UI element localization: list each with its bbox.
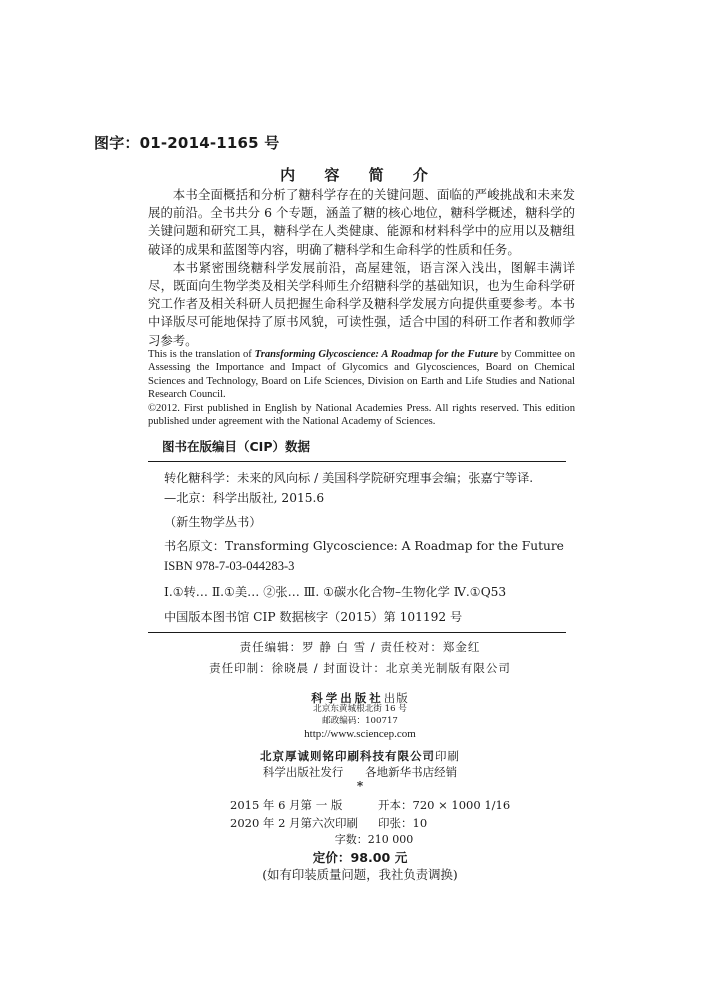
summary-paragraph-2: 本书紧密围绕糖科学发展前沿，高屋建瓴，语言深入浅出，图解丰满详尽，既面向生物学类及相关学科师生介绍糖科学的基础知识，也为生命科学研究工作者及相关科研人员把握生命科学及糖科学发展方向提供重要参考。本书中译版尽可能地保持了原书风貌，可读性强，适合中国的科研工作者和教师学习参考。 <box>148 259 575 348</box>
cip-original-title: 书名原文：Transforming Glycoscience: A Roadmap for the Future <box>164 539 564 553</box>
cip-bottom-rule <box>148 632 566 633</box>
specs-row-1 <box>230 797 511 813</box>
cip-title-line: 转化糖科学：未来的风向标 / 美国科学院研究理事会编；张嘉宁等译. <box>164 471 534 485</box>
printer-name: 北京厚诚则铭印刷科技有限公司 <box>260 749 435 763</box>
staff-production: 责任印制：徐晓晨 / 封面设计：北京美光制版有限公司 <box>209 661 511 675</box>
word-count: 字数：210 000 <box>334 833 414 846</box>
publisher-postcode: 邮政编码：100717 <box>322 716 398 726</box>
separator-star: * <box>356 779 364 793</box>
printed-sheets: 印张：10 <box>378 816 428 830</box>
distributor: 科学出版社发行 <box>262 765 344 779</box>
publisher-suffix: 出版 <box>383 691 409 705</box>
summary-title: 内 容 简 介 <box>280 166 440 184</box>
summary-paragraph-1: 本书全面概括和分析了糖科学存在的关键问题、面临的严峻挑战和未来发展的前沿。全书共分 6 个专题，涵盖了糖的核心地位，糖科学概述，糖科学的关键问题和研究工具，糖科学在人类健康、能源和材料科学中的应用以及糖组破译的成果和蓝图等内容，明确了糖科学和生命科学的性质和任务。 <box>148 187 575 257</box>
translation-credits: by Committee on Assessing the Importance and Impact of Glycomics and Glycosciences, Board on Chemical Sciences and Technology, Board on Life Sciences, Division on Earth and Life Studies and National Research Council. <box>148 349 575 401</box>
specs-row-2 <box>230 815 500 831</box>
book-format: 开本：720 × 1000 1/16 <box>378 798 511 812</box>
cip-series: （新生物学丛书） <box>164 515 262 529</box>
english-copyright: ©2012. First published in English by National Academies Press. All rights reserved. This edition published under agreement with the National Academy of Sciences. <box>148 402 575 428</box>
translation-intro: This is the translation of <box>148 349 255 360</box>
distribution-line <box>0 764 720 780</box>
publisher-url: http://www.sciencep.com <box>304 728 416 740</box>
original-book-title: Transforming Glycoscience: A Roadmap for the Future <box>254 349 499 360</box>
cip-number: 中国版本图书馆 CIP 数据核字（2015）第 101192 号 <box>164 610 463 624</box>
summary-text <box>148 186 575 350</box>
staff-editors: 责任编辑：罗 静 白 雪 / 责任校对：郑金红 <box>239 640 481 654</box>
cip-classification: Ⅰ.①转… Ⅱ.①美… ②张… Ⅲ. ①碳水化合物–生物化学 Ⅳ.①Q53 <box>164 585 507 599</box>
translation-statement <box>148 348 575 402</box>
printer-line <box>0 745 720 764</box>
quality-note: (如有印装质量问题，我社负责调换) <box>262 867 458 882</box>
first-edition: 2015 年 6 月第 一 版 <box>230 798 343 812</box>
cip-isbn: ISBN 978-7-03-044283-3 <box>164 559 295 573</box>
sellers: 各地新华书店经销 <box>365 765 458 779</box>
price: 定价：98.00 元 <box>312 850 408 865</box>
printing-info: 2020 年 2 月第六次印刷 <box>230 816 359 830</box>
publisher-address: 北京东黄城根北街 16 号 <box>313 704 407 714</box>
cip-heading: 图书在版编目（CIP）数据 <box>162 439 310 454</box>
copyright-registration: 图字：01-2014-1165 号 <box>94 134 280 152</box>
cip-top-rule <box>148 461 566 462</box>
publisher-name: 科学出版社 <box>311 691 384 705</box>
cip-publisher-line: —北京：科学出版社, 2015.6 <box>164 491 325 505</box>
translation-notice <box>148 348 575 428</box>
printer-suffix: 印刷 <box>435 749 460 763</box>
